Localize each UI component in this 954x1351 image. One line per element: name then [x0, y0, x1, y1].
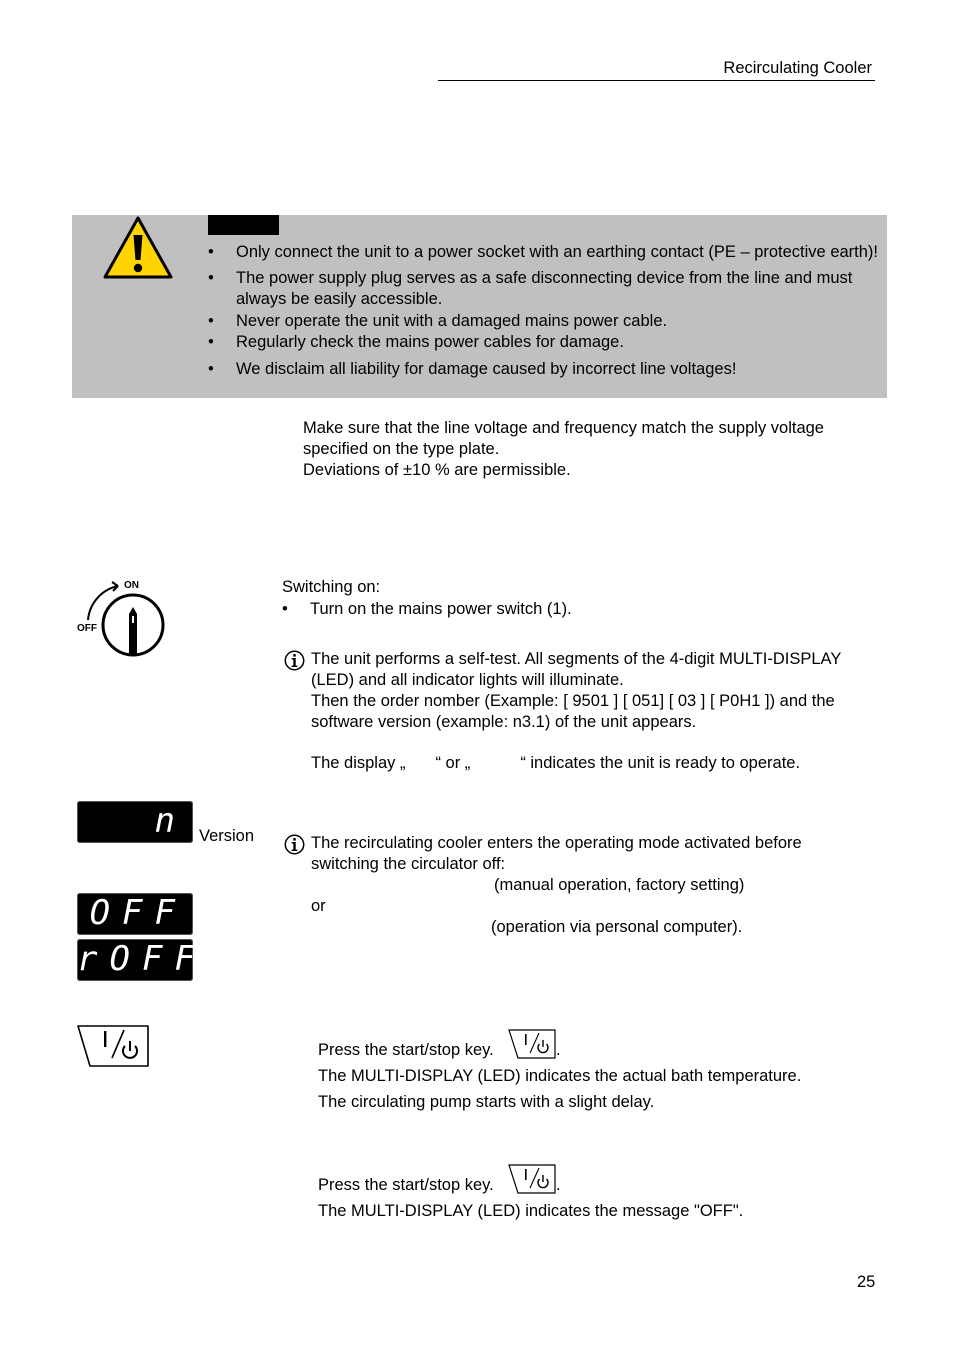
mode-or-text: or: [311, 897, 326, 915]
ready-display-text: [311, 753, 871, 774]
ready-text-post: “ indicates the unit is ready to operate.: [520, 754, 801, 772]
page-number: 25: [857, 1273, 876, 1291]
header-title: Recirculating Cooler: [723, 59, 872, 77]
voltage-note-line: Deviations of ±10 % are permissible.: [303, 461, 571, 479]
led-display-off: OFF: [77, 893, 193, 935]
start-press-period: .: [556, 1041, 561, 1059]
warning-item: • Never operate the unit with a damaged mains power cable.: [208, 311, 878, 332]
warning-item: • The power supply plug serves as a safe disconnecting device from the line and must always be easily accessible.: [208, 268, 878, 310]
warning-item: • We disclaim all liability for damage caused by incorrect line voltages!: [208, 359, 878, 380]
order-number-text: Then the order nomber (Example: [ 9501 ] [ 051] [ 03 ] [ P0H1 ]) and the software version (example: n3.1) of the unit appears.: [311, 692, 835, 731]
voltage-note-line: Make sure that the line voltage and frequency match the supply voltage specified on the type plate.: [303, 419, 824, 458]
warning-list: [208, 242, 878, 380]
voltage-note: [303, 418, 873, 481]
warning-box: [72, 215, 887, 398]
switching-on-bullet: • Turn on the mains power switch (1).: [282, 599, 890, 620]
self-test-info: [311, 649, 866, 733]
ready-text-pre: The display „: [311, 754, 406, 772]
start-pump-text: The circulating pump starts with a slight delay.: [318, 1093, 655, 1111]
warning-item: • Regularly check the mains power cables for damage.: [208, 332, 878, 353]
led-display-roff: rOFF: [77, 939, 207, 979]
info-icon: [284, 834, 305, 855]
header-rule: [438, 80, 875, 81]
mode-pc-text: (operation via personal computer).: [491, 918, 743, 936]
mode-info-text: The recirculating cooler enters the operating mode activated before switching the circulator off:: [311, 834, 802, 873]
warning-triangle-icon: [102, 215, 174, 281]
mode-manual-text: (manual operation, factory setting): [494, 876, 745, 894]
warning-label: [208, 215, 279, 235]
switch-on-label: ON: [124, 580, 139, 591]
switching-on-heading: Switching on:: [282, 578, 381, 596]
version-caption: Version: [199, 827, 255, 845]
stop-press-period: .: [556, 1176, 561, 1194]
start-display-text: The MULTI-DISPLAY (LED) indicates the actual bath temperature.: [318, 1067, 802, 1085]
start-stop-key-small-icon: [508, 1164, 556, 1194]
stop-display-text: The MULTI-DISPLAY (LED) indicates the message "OFF".: [318, 1202, 744, 1220]
warning-item: • Only connect the unit to a power socket with an earthing contact (PE – protective earth)!: [208, 242, 878, 263]
switch-off-label: OFF: [77, 623, 97, 634]
led-display-version: n 3.1: [77, 801, 193, 843]
start-stop-key-icon: [76, 1024, 150, 1068]
self-test-text: The unit performs a self-test. All segments of the 4-digit MULTI-DISPLAY (LED) and all indicator lights will illuminate.: [311, 650, 842, 689]
mains-switch-icon: [76, 574, 172, 662]
start-stop-key-small-icon: [508, 1029, 556, 1059]
info-icon: [284, 650, 305, 671]
stop-press-text: Press the start/stop key.: [318, 1176, 494, 1194]
start-press-text: Press the start/stop key.: [318, 1041, 494, 1059]
ready-text-mid: “ or „: [435, 754, 471, 772]
